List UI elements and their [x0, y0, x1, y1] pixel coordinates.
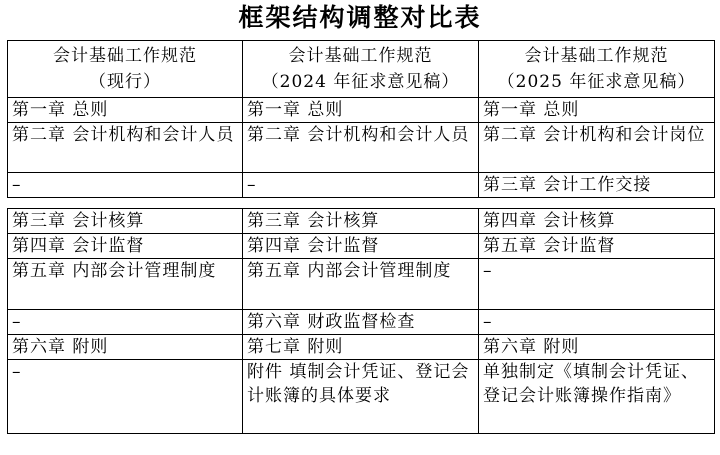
header-line: （现行） [89, 72, 161, 92]
table-cell: 单独制定《填制会计凭证、登记会计账簿操作指南》 [479, 360, 715, 434]
header-line: 会计基础工作规范 [53, 46, 197, 66]
header-current [8, 41, 243, 98]
table-cell: 第二章 会计机构和会计人员 [8, 123, 243, 173]
table-cell: 第四章 会计监督 [243, 234, 479, 259]
table-row [8, 209, 715, 234]
table-cell: 第六章 附则 [479, 335, 715, 360]
header-line: （2024 年征求意见稿） [261, 72, 460, 92]
comparison-table-bottom [7, 208, 715, 434]
table-row [8, 173, 715, 198]
header-line: 会计基础工作规范 [288, 46, 433, 66]
table-cell: 第六章 财政监督检查 [243, 310, 479, 335]
table-cell: 第四章 会计监督 [8, 234, 243, 259]
table-row [8, 360, 715, 434]
table-cell: 第三章 会计工作交接 [479, 173, 715, 198]
table-cell: 第四章 会计核算 [479, 209, 715, 234]
table-cell: 第二章 会计机构和会计人员 [243, 123, 479, 173]
comparison-table-top [7, 40, 715, 198]
table-cell: – [8, 310, 243, 335]
table-cell: 第一章 总则 [8, 98, 243, 123]
table-row [8, 310, 715, 335]
table-cell: 第五章 内部会计管理制度 [8, 259, 243, 310]
document-title: 框架结构调整对比表 [238, 3, 482, 32]
table-cell: 第五章 会计监督 [479, 234, 715, 259]
table-cell: – [479, 310, 715, 335]
table-cell: – [479, 259, 715, 310]
header-line: （2025 年征求意见稿） [497, 72, 696, 92]
table-cell: 第一章 总则 [243, 98, 479, 123]
header-draft-2025 [479, 41, 715, 98]
table-cell: 第一章 总则 [479, 98, 715, 123]
table-cell: 附件 填制会计凭证、登记会计账簿的具体要求 [243, 360, 479, 434]
table-row [8, 98, 715, 123]
table-cell: 第六章 附则 [8, 335, 243, 360]
header-draft-2024 [243, 41, 479, 98]
table-cell: 第五章 内部会计管理制度 [243, 259, 479, 310]
header-row [8, 41, 715, 98]
table-row [8, 234, 715, 259]
table-cell: 第七章 附则 [243, 335, 479, 360]
table-row [8, 259, 715, 310]
header-line: 会计基础工作规范 [524, 46, 669, 66]
table-row [8, 335, 715, 360]
table-cell: – [8, 173, 243, 198]
table-cell: 第二章 会计机构和会计岗位 [479, 123, 715, 173]
table-cell: – [243, 173, 479, 198]
table-cell: – [8, 360, 243, 434]
table-cell: 第三章 会计核算 [8, 209, 243, 234]
table-cell: 第三章 会计核算 [243, 209, 479, 234]
table-row [8, 123, 715, 173]
